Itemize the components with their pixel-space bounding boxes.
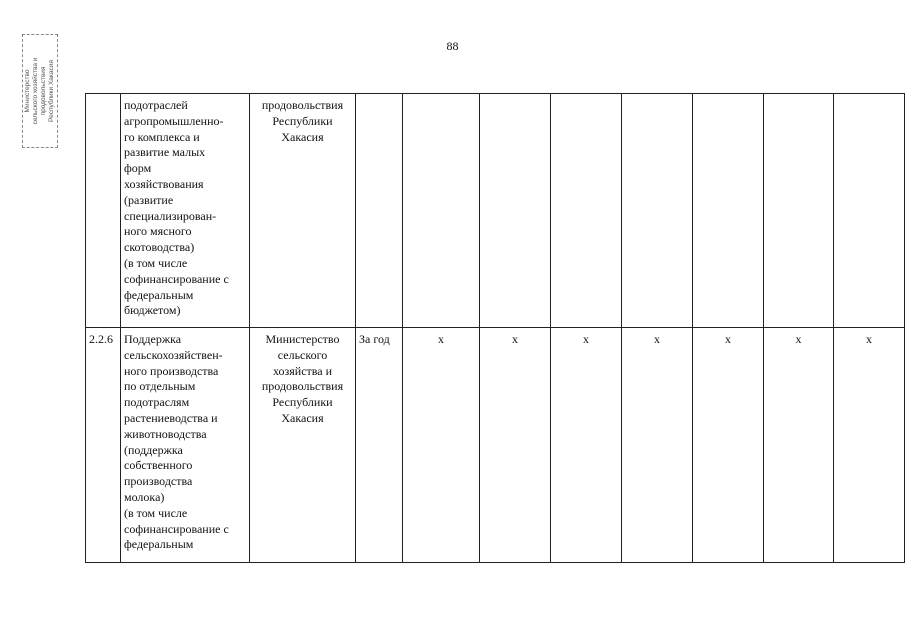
mark-cell: х bbox=[480, 328, 551, 563]
row-number: 2.2.6 bbox=[86, 328, 121, 563]
measure-name: подотраслей агропромышленно- го комплекса и развитие малых форм хозяйствования (развитие специализирован- ного мясного скотоводства) (в том числе софинансирование с федеральным бюджетом) bbox=[124, 98, 229, 318]
table-row bbox=[86, 94, 905, 328]
mark-cell: х bbox=[622, 328, 693, 563]
row-number bbox=[86, 94, 121, 328]
measure-name-cell bbox=[121, 94, 250, 328]
measure-name-cell bbox=[121, 328, 250, 563]
mark-cell bbox=[622, 94, 693, 328]
table-row bbox=[86, 328, 905, 563]
mark-cell: х bbox=[834, 328, 905, 563]
program-table bbox=[85, 93, 905, 563]
mark-cell: х bbox=[764, 328, 834, 563]
executor-cell bbox=[250, 328, 356, 563]
mark-cell: х bbox=[551, 328, 622, 563]
mark-cell bbox=[834, 94, 905, 328]
mark-cell bbox=[551, 94, 622, 328]
executor-name: Министерство сельского хозяйства и продовольствия Республики Хакасия bbox=[261, 332, 344, 425]
mark-cell: х bbox=[403, 328, 480, 563]
period-cell: За год bbox=[356, 328, 403, 563]
period-cell bbox=[356, 94, 403, 328]
stamp-text: Министерство сельского хозяйства и продовольствия Республики Хакасия bbox=[24, 57, 55, 125]
page-number: 88 bbox=[446, 39, 459, 53]
mark-cell: х bbox=[693, 328, 764, 563]
mark-cell bbox=[693, 94, 764, 328]
mark-cell bbox=[480, 94, 551, 328]
executor-cell bbox=[250, 94, 356, 328]
mark-cell bbox=[403, 94, 480, 328]
mark-cell bbox=[764, 94, 834, 328]
measure-name: Поддержка сельскохозяйствен- ного производства по отдельным подотраслям растениеводства и животноводства (поддержка собственного производства молока) (в том числе софинансирование с федеральным bbox=[124, 332, 229, 552]
executor-name: продовольствия Республики Хакасия bbox=[261, 98, 344, 144]
